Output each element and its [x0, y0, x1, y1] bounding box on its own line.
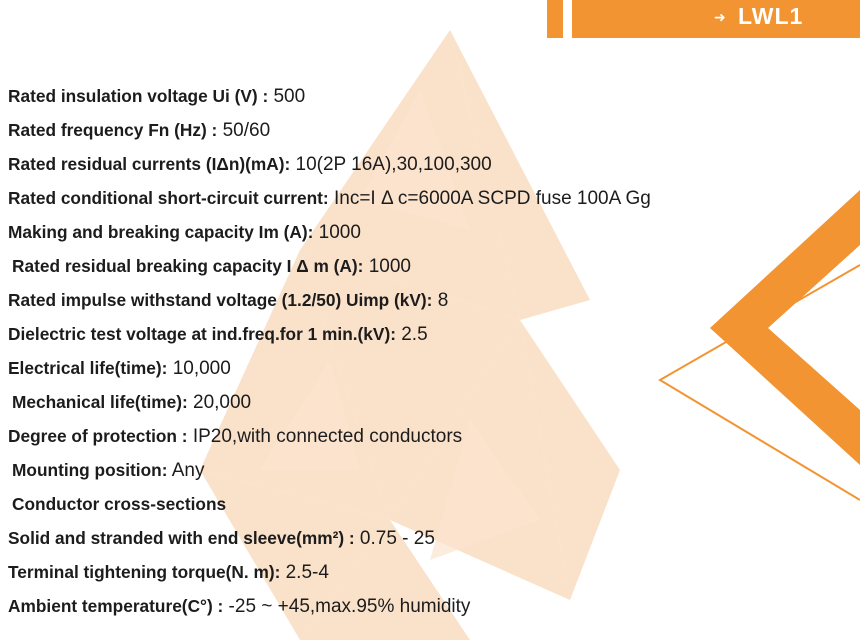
spec-label: Rated residual breaking capacity I Δ m (A):	[12, 256, 364, 276]
header-accent-block	[547, 0, 563, 38]
spec-row	[8, 186, 651, 211]
spec-label: Conductor cross-sections	[12, 494, 227, 514]
spec-value: 8	[432, 290, 449, 311]
spec-row	[8, 152, 492, 177]
spec-label: Solid and stranded with end sleeve(mm²) :	[8, 528, 355, 548]
spec-value: 2.5	[395, 324, 428, 345]
spec-value: 1000	[363, 256, 411, 277]
spec-value: Inc=I Δ c=6000A SCPD fuse 100A Gg	[328, 188, 651, 209]
spec-value: 1000	[313, 222, 361, 243]
spec-label: Electrical life(time):	[8, 358, 168, 378]
spec-value: 50/60	[217, 120, 271, 141]
arrow-right-icon: ➜	[714, 9, 726, 25]
spec-row	[12, 254, 411, 279]
spec-row	[12, 458, 204, 483]
spec-label: Terminal tightening torque(N. m):	[8, 562, 281, 582]
spec-value: Any	[167, 460, 205, 481]
spec-row	[12, 390, 251, 415]
product-title: LWL1	[738, 3, 804, 29]
spec-label: Rated frequency Fn (Hz) :	[8, 120, 218, 140]
spec-label: Making and breaking capacity Im (A):	[8, 222, 314, 242]
spec-row	[8, 84, 305, 109]
spec-value: 500	[268, 86, 306, 107]
spec-label: Ambient temperature(C°) :	[8, 596, 224, 616]
spec-row	[8, 526, 435, 551]
spec-row	[8, 356, 231, 381]
spec-value: 0.75 - 25	[354, 528, 435, 549]
spec-row	[8, 594, 470, 619]
spec-value: -25 ~ +45,max.95% humidity	[223, 596, 471, 617]
header-bar	[572, 0, 860, 38]
spec-label: Dielectric test voltage at ind.freq.for 1 min.(kV):	[8, 324, 396, 344]
spec-row	[8, 118, 270, 143]
spec-row	[8, 288, 448, 313]
spec-row	[8, 424, 462, 449]
spec-label: Rated impulse withstand voltage (1.2/50) Uimp (kV):	[8, 290, 433, 310]
spec-value: 2.5-4	[280, 562, 329, 583]
spec-label: Rated insulation voltage Ui (V) :	[8, 86, 269, 106]
spec-value: 10(2P 16A),30,100,300	[290, 154, 492, 175]
spec-row	[8, 220, 361, 245]
spec-label: Rated conditional short-circuit current:	[8, 188, 329, 208]
spec-label: Degree of protection :	[8, 426, 188, 446]
spec-value: 10,000	[167, 358, 231, 379]
spec-row	[12, 492, 226, 517]
spec-row	[8, 322, 428, 347]
spec-value: IP20,with connected conductors	[187, 426, 463, 447]
spec-label: Mounting position:	[12, 460, 168, 480]
spec-label: Mechanical life(time):	[12, 392, 188, 412]
spec-value: 20,000	[187, 392, 252, 413]
spec-label: Rated residual currents (IΔn)(mA):	[8, 154, 291, 174]
spec-row	[8, 560, 329, 585]
